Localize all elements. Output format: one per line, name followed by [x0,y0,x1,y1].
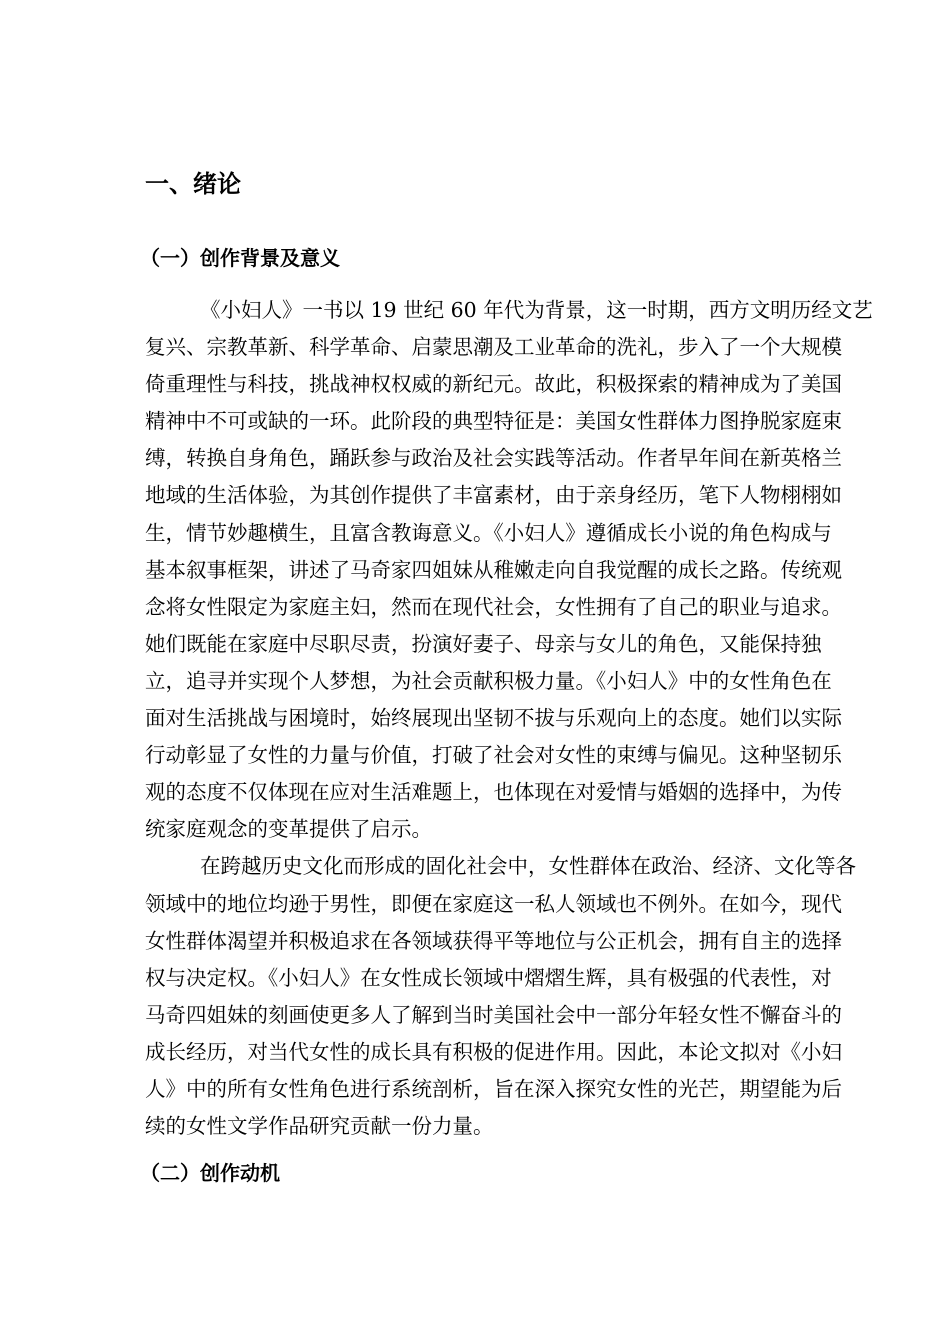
paragraph [145,292,873,848]
text-line: 人》中的所有女性角色进行系统剖析，旨在深入探究女性的光芒，期望能为后 [145,1076,842,1101]
text-line: 成长经历，对当代女性的成长具有积极的促进作用。因此，本论文拟对《小妇 [145,1039,842,1064]
text-line: 立，追寻并实现个人梦想，为社会贡献积极力量。《小妇人》中的女性角色在 [145,668,832,693]
text-line: 缚，转换自身角色，踊跃参与政治及社会实践等活动。作者早年间在新英格兰 [145,446,842,471]
text-line: 在跨越历史文化而形成的固化社会中，女性群体在政治、经济、文化等各 [200,854,856,879]
section-heading-motivation: （二）创作动机 [140,1161,280,1185]
section-body [145,292,873,1145]
text-line: 精神中不可或缺的一环。此阶段的典型特征是：美国女性群体力图挣脱家庭束 [145,409,842,434]
text-line: 基本叙事框架，讲述了马奇家四姐妹从稚嫩走向自我觉醒的成长之路。传统观 [145,557,842,582]
paragraph [145,848,856,1145]
text-line: 行动彰显了女性的力量与价值，打破了社会对女性的束缚与偏见。这种坚韧乐 [145,743,842,768]
text-line: 她们既能在家庭中尽职尽责，扮演好妻子、母亲与女儿的角色，又能保持独 [145,631,822,656]
text-line: 观的态度不仅体现在应对生活难题上，也体现在对爱情与婚姻的选择中，为传 [145,780,842,805]
text-line: 倚重理性与科技，挑战神权权威的新纪元。故此，积极探索的精神成为了美国 [145,372,842,397]
text-line: 领域中的地位均逊于男性，即便在家庭这一私人领域也不例外。在如今，现代 [145,891,842,916]
text-line: 女性群体渴望并积极追求在各领域获得平等地位与公正机会，拥有自主的选择 [145,928,842,953]
text-line: 马奇四姐妹的刻画使更多人了解到当时美国社会中一部分年轻女性不懈奋斗的 [145,1002,842,1027]
text-line: 生，情节妙趣横生，且富含教诲意义。《小妇人》遵循成长小说的角色构成与 [145,520,832,545]
text-line: 面对生活挑战与困境时，始终展现出坚韧不拔与乐观向上的态度。她们以实际 [145,706,842,731]
text-line: 《小妇人》一书以 19 世纪 60 年代为背景，这一时期，西方文明历经文艺 [200,298,873,322]
text-line: 念将女性限定为家庭主妇，然而在现代社会，女性拥有了自己的职业与追求。 [145,594,842,619]
chapter-heading: 一、绪论 [145,170,241,198]
text-line: 统家庭观念的变革提供了启示。 [145,817,432,842]
text-line: 地域的生活体验，为其创作提供了丰富素材，由于亲身经历，笔下人物栩栩如 [145,483,842,508]
text-line: 续的女性文学作品研究贡献一份力量。 [145,1114,494,1139]
text-line: 复兴、宗教革新、科学革命、启蒙思潮及工业革命的洗礼，步入了一个大规模 [145,335,842,360]
section-heading-background: （一）创作背景及意义 [140,246,340,270]
text-line: 权与决定权。《小妇人》在女性成长领域中熠熠生辉，具有极强的代表性，对 [145,965,832,990]
